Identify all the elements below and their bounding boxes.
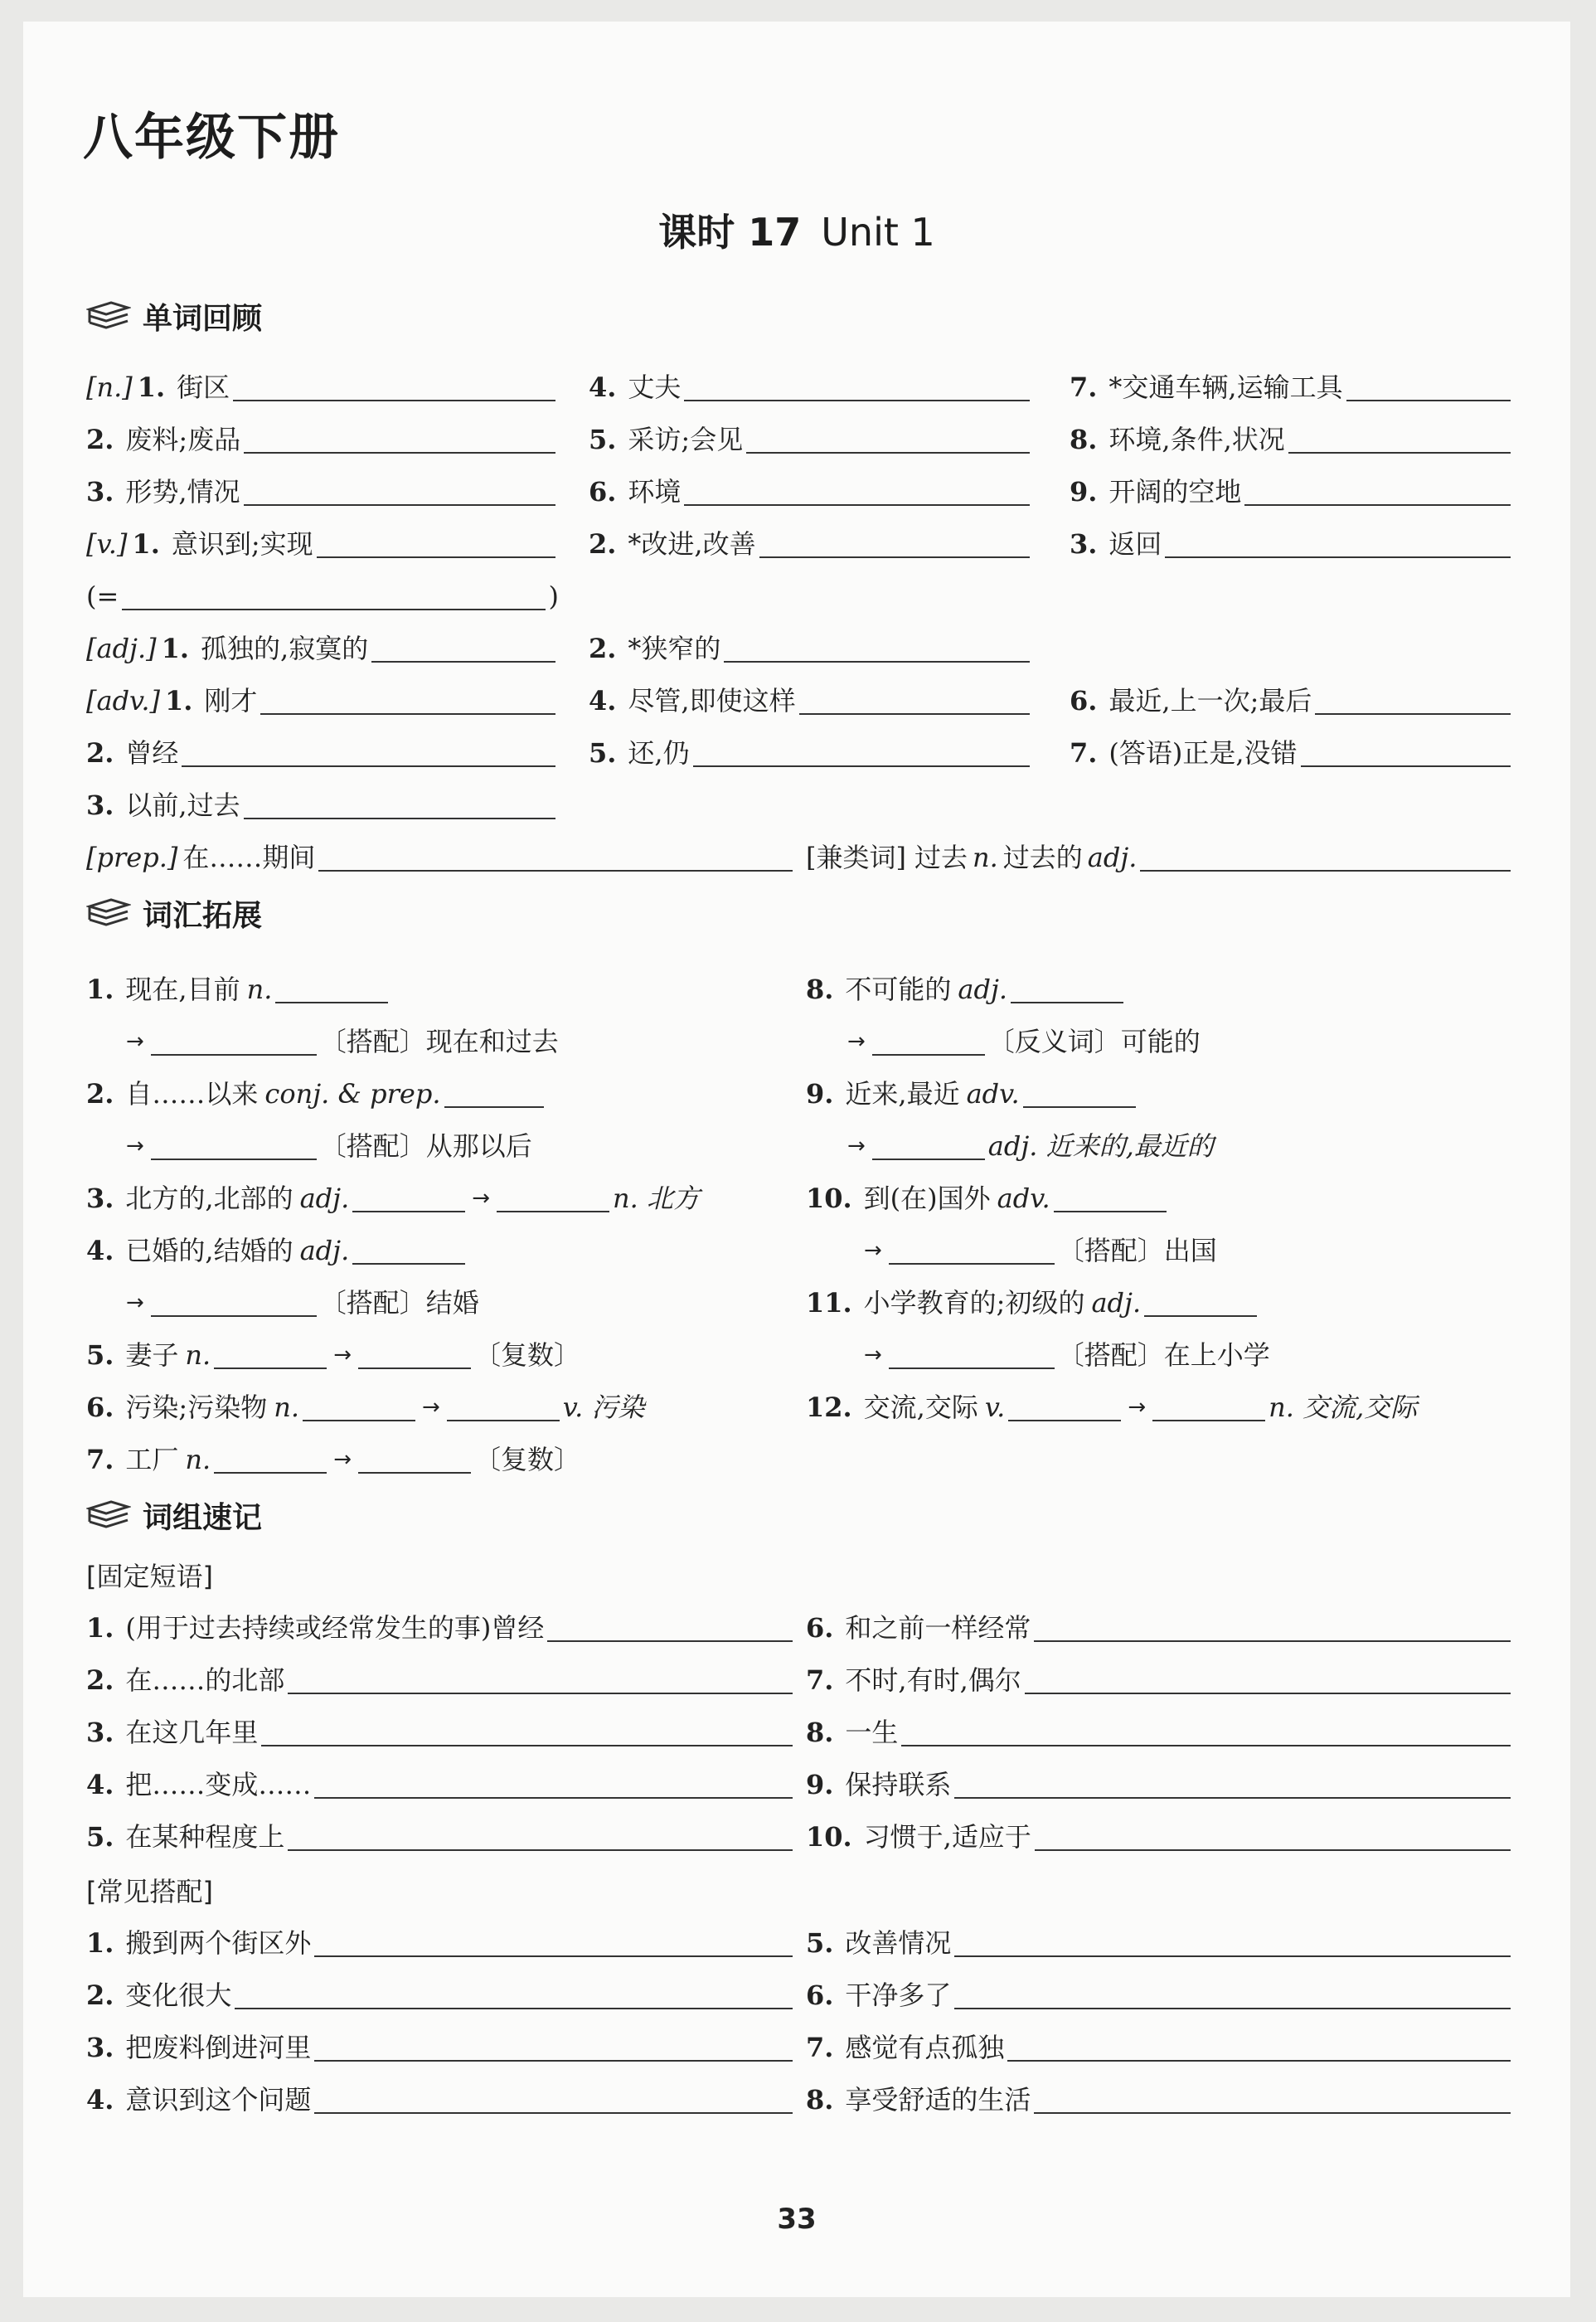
word-row: [adv.] 1. 刚才 — [86, 680, 559, 721]
answer-blank[interactable] — [1054, 1179, 1167, 1212]
word-row: [兼类词] 过去 n. 过去的 adj. — [806, 837, 1514, 878]
vocab-item: 10. 到(在)国外 adv. — [806, 1178, 1170, 1219]
word-row: [prep.] 在……期间 — [86, 837, 796, 878]
word-row: 5. 采访;会见 — [589, 419, 1033, 460]
phrase-row: 5. 改善情况 — [806, 1922, 1514, 1964]
answer-blank[interactable] — [352, 1231, 465, 1265]
answer-blank[interactable] — [275, 970, 388, 1003]
answer-blank[interactable] — [122, 577, 545, 610]
phrase-row: 10. 习惯于,适应于 — [806, 1816, 1514, 1858]
answer-blank[interactable] — [1140, 838, 1511, 872]
answer-blank[interactable] — [314, 2028, 793, 2062]
answer-blank[interactable] — [261, 1713, 793, 1746]
word-row: 4. 丈夫 — [589, 367, 1033, 408]
answer-blank[interactable] — [1008, 1388, 1121, 1421]
answer-blank[interactable] — [1301, 734, 1511, 767]
phrase-row: 8. 一生 — [806, 1712, 1514, 1753]
grade-title: 八年级下册 — [83, 109, 340, 167]
vocab-item: → 〔搭配〕结婚 — [123, 1282, 479, 1324]
page-number: 33 — [777, 2203, 817, 2236]
lesson-title — [23, 202, 1570, 257]
answer-blank[interactable] — [954, 1924, 1511, 1957]
answer-blank[interactable] — [314, 1924, 793, 1957]
word-row: [v.] 1. 意识到;实现 — [86, 523, 559, 565]
books-stack-icon — [86, 1499, 131, 1532]
books-stack-icon — [86, 299, 131, 333]
answer-blank[interactable] — [1035, 1818, 1511, 1851]
pos-tag: [prep.] — [86, 842, 178, 873]
vocab-item: 11. 小学教育的;初级的 adj. — [806, 1282, 1260, 1324]
word-row: 8. 环境,条件,状况 — [1070, 419, 1514, 460]
vocab-item: → adj. 近来的,最近的 — [844, 1125, 1214, 1167]
section-vocab-ext — [86, 892, 262, 934]
answer-blank[interactable] — [317, 525, 555, 558]
vocab-item: → 〔搭配〕从那以后 — [123, 1125, 532, 1167]
answer-blank[interactable] — [314, 2081, 793, 2114]
answer-blank[interactable] — [746, 420, 1030, 454]
unit-title: Unit 1 — [821, 210, 935, 255]
vocab-item: → 〔搭配〕现在和过去 — [123, 1021, 559, 1062]
phrase-row: 4. 意识到这个问题 — [86, 2079, 796, 2120]
word-row: [adj.] 1. 孤独的,寂寞的 — [86, 628, 559, 669]
answer-blank[interactable] — [358, 1440, 471, 1474]
phrase-row: 9. 保持联系 — [806, 1764, 1514, 1805]
section-phrases — [86, 1494, 262, 1536]
answer-blank[interactable] — [314, 1766, 793, 1799]
word-row: 5. 还,仍 — [589, 732, 1033, 774]
answer-blank[interactable] — [872, 1127, 985, 1160]
answer-blank[interactable] — [1034, 1609, 1511, 1642]
word-row: 2. 曾经 — [86, 732, 559, 774]
section-word-review — [86, 295, 262, 337]
lesson-number: 课时 17 — [658, 210, 802, 255]
word-row: 4. 尽管,即使这样 — [589, 680, 1033, 721]
phrase-row: 1. 搬到两个街区外 — [86, 1922, 796, 1964]
answer-blank[interactable] — [288, 1818, 793, 1851]
answer-blank[interactable] — [693, 734, 1030, 767]
answer-blank[interactable] — [684, 473, 1030, 506]
answer-blank[interactable] — [358, 1336, 471, 1369]
answer-blank[interactable] — [901, 1713, 1511, 1746]
answer-blank[interactable] — [684, 368, 1030, 401]
word-row: 3. 以前,过去 — [86, 785, 559, 826]
answer-blank[interactable] — [444, 1075, 544, 1108]
answer-blank[interactable] — [799, 682, 1030, 715]
answer-blank[interactable] — [1288, 420, 1511, 454]
answer-blank[interactable] — [1007, 2028, 1511, 2062]
pos-tag: [v.] — [86, 528, 128, 560]
answer-blank[interactable] — [547, 1609, 793, 1642]
category-label: [常见搭配] — [86, 1876, 213, 1907]
word-row: 7. (答语)正是,没错 — [1070, 732, 1514, 774]
answer-blank[interactable] — [244, 786, 555, 819]
answer-blank[interactable] — [1034, 2081, 1511, 2114]
answer-blank[interactable] — [1025, 1661, 1511, 1694]
answer-blank[interactable] — [182, 734, 555, 767]
answer-blank[interactable] — [318, 838, 793, 872]
category-label: [固定短语] — [86, 1561, 213, 1592]
answer-blank[interactable] — [1315, 682, 1511, 715]
answer-blank[interactable] — [1144, 1284, 1257, 1317]
answer-blank[interactable] — [214, 1336, 327, 1369]
answer-blank[interactable] — [889, 1336, 1055, 1369]
word-row: 2. 废料;废品 — [86, 419, 559, 460]
word-row: (= ) — [86, 576, 559, 617]
word-row: 6. 最近,上一次;最后 — [1070, 680, 1514, 721]
answer-blank[interactable] — [151, 1023, 317, 1056]
answer-blank[interactable] — [954, 1976, 1511, 2009]
vocab-item: → 〔搭配〕出国 — [861, 1230, 1217, 1271]
vocab-item: 12. 交流,交际 v. → n. 交流,交际 — [806, 1387, 1417, 1428]
vocab-item: 9. 近来,最近 adv. — [806, 1073, 1139, 1115]
answer-blank[interactable] — [260, 682, 555, 715]
section-title: 词组速记 — [143, 1500, 263, 1535]
word-row: 9. 开阔的空地 — [1070, 471, 1514, 512]
pos-tag: [adj.] — [86, 633, 157, 664]
word-row: [n.] 1. 街区 — [86, 367, 559, 408]
answer-blank[interactable] — [759, 525, 1030, 558]
answer-blank[interactable] — [1244, 473, 1511, 506]
vocab-item: 7. 工厂 n. → 〔复数〕 — [86, 1439, 580, 1480]
answer-blank[interactable] — [235, 1976, 793, 2009]
vocab-item: → 〔反义词〕可能的 — [844, 1021, 1201, 1062]
word-row: 3. 形势,情况 — [86, 471, 559, 512]
phrase-row: 8. 享受舒适的生活 — [806, 2079, 1514, 2120]
pos-tag: [adv.] — [86, 685, 160, 717]
phrase-row: 2. 变化很大 — [86, 1975, 796, 2016]
books-stack-icon — [86, 896, 131, 930]
word-row: 3. 返回 — [1070, 523, 1514, 565]
phrase-row: 7. 感觉有点孤独 — [806, 2027, 1514, 2068]
answer-blank[interactable] — [1346, 368, 1511, 401]
answer-blank[interactable] — [872, 1023, 985, 1056]
answer-blank[interactable] — [233, 368, 555, 401]
word-row: 2. *狭窄的 — [589, 628, 1033, 669]
answer-blank[interactable] — [288, 1661, 793, 1694]
answer-blank[interactable] — [303, 1388, 415, 1421]
vocab-item: 8. 不可能的 adj. — [806, 969, 1127, 1010]
answer-blank[interactable] — [244, 420, 555, 454]
pos-tag: [n.] — [86, 372, 133, 403]
answer-blank[interactable] — [1011, 970, 1123, 1003]
phrase-row: 1. (用于过去持续或经常发生的事)曾经 — [86, 1607, 796, 1649]
phrase-row: 6. 和之前一样经常 — [806, 1607, 1514, 1649]
section-title: 单词回顾 — [143, 301, 263, 336]
vocab-item: 1. 现在,目前 n. — [86, 969, 391, 1010]
answer-blank[interactable] — [1165, 525, 1511, 558]
word-row: 6. 环境 — [589, 471, 1033, 512]
phrase-row: 2. 在……的北部 — [86, 1659, 796, 1701]
vocab-item: 5. 妻子 n. → 〔复数〕 — [86, 1334, 580, 1376]
answer-blank[interactable] — [889, 1231, 1055, 1265]
phrase-row: 5. 在某种程度上 — [86, 1816, 796, 1858]
phrase-row: 6. 干净多了 — [806, 1975, 1514, 2016]
answer-blank[interactable] — [1023, 1075, 1136, 1108]
answer-blank[interactable] — [954, 1766, 1511, 1799]
phrase-row: 4. 把……变成…… — [86, 1764, 796, 1805]
answer-blank[interactable] — [151, 1127, 317, 1160]
vocab-item: 4. 已婚的,结婚的 adj. — [86, 1230, 468, 1271]
answer-blank[interactable] — [151, 1284, 317, 1317]
answer-blank[interactable] — [447, 1388, 560, 1421]
vocab-item: 6. 污染;污染物 n. → v. 污染 — [86, 1387, 644, 1428]
vocab-item: 3. 北方的,北部的 adj. → n. 北方 — [86, 1178, 700, 1219]
answer-blank[interactable] — [497, 1179, 609, 1212]
answer-blank[interactable] — [371, 629, 555, 663]
answer-blank[interactable] — [244, 473, 555, 506]
answer-blank[interactable] — [352, 1179, 465, 1212]
answer-blank[interactable] — [724, 629, 1030, 663]
phrase-row: 3. 在这几年里 — [86, 1712, 796, 1753]
phrase-row: 7. 不时,有时,偶尔 — [806, 1659, 1514, 1701]
vocab-item: → 〔搭配〕在上小学 — [861, 1334, 1270, 1376]
answer-blank[interactable] — [214, 1440, 327, 1474]
section-title: 词汇拓展 — [143, 898, 263, 933]
word-row: 2. *改进,改善 — [589, 523, 1033, 565]
vocab-item: 2. 自……以来 conj. & prep. — [86, 1073, 547, 1115]
phrase-row: 3. 把废料倒进河里 — [86, 2027, 796, 2068]
pos-tag: [兼类词] — [806, 842, 906, 873]
worksheet-page — [23, 22, 1570, 2297]
answer-blank[interactable] — [1152, 1388, 1265, 1421]
word-row: 7. *交通车辆,运输工具 — [1070, 367, 1514, 408]
